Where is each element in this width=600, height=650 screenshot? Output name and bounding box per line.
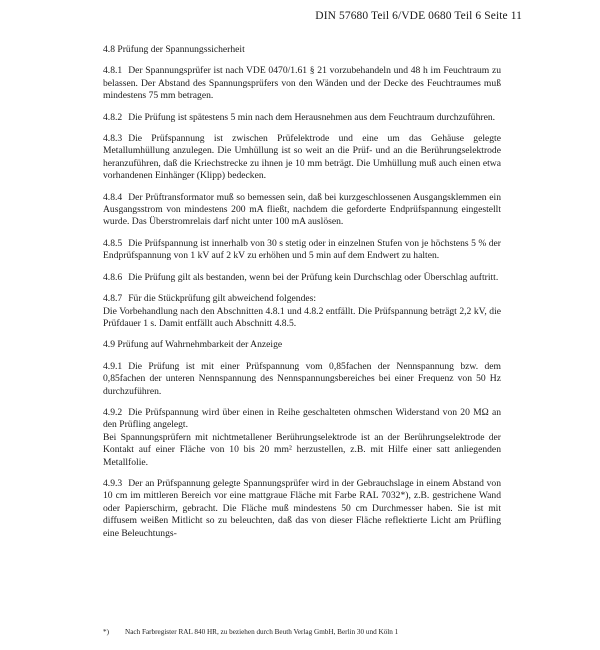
- paragraph: [103, 272, 501, 284]
- paragraph: [103, 361, 501, 398]
- paragraph: [103, 293, 501, 330]
- paragraph-text: Die Prüfung ist spätestens 5 min nach dem Herausnehmen aus dem Feuchtraum durchzuführen.: [128, 111, 496, 123]
- paragraph: [103, 133, 501, 183]
- paragraph: [103, 112, 501, 124]
- footnote: [103, 628, 523, 636]
- paragraph: [103, 65, 501, 102]
- footnote-mark: *): [103, 628, 109, 636]
- paragraph-number: 4.8.5: [103, 237, 123, 249]
- paragraph: [103, 478, 501, 540]
- paragraph-text: Die Prüfung gilt als bestanden, wenn bei der Prüfung kein Durchschlag oder Überschlag auftritt.: [128, 271, 499, 283]
- paragraph-continuation: Bei Spannungsprüfern mit nichtmetallener Berührungselektrode ist an der Berührungselektrode der Kontakt auf einer Fläche von 10 bis 20 mm² herzustellen, z.B. mit Hilfe einer satt anliegenden Metallfolie.: [103, 431, 501, 468]
- paragraph-text: Der Prüftransformator muß so bemessen sein, daß bei kurzgeschlossenen Ausgangsklemmen ein Ausgangsstrom von mindestens 200 mA fließt, nachdem die geforderte Endprüfspannung eingestellt wurde. Das Überstromrelais darf nicht unter 100 mA auslösen.: [103, 191, 501, 228]
- paragraph-text: Der an Prüfspannung gelegte Spannungsprüfer wird in der Gebrauchslage in einem Abstand von 10 cm im mittleren Bereich vor eine mattgraue Fläche mit Farbe RAL 7032*), z.B. gestrichene Wand oder Papierschirm, gebracht. Die Fläche muß mindestens 50 cm Durchmesser haben. Sie ist mit diffusem weißen Mitlicht so zu beleuchten, daß das von dieser Fläche reflektierte Licht am Prüfling eine Beleuchtungs-: [103, 477, 501, 539]
- paragraph-number: 4.9.2: [103, 406, 123, 418]
- paragraph-number: 4.8.2: [103, 111, 123, 123]
- paragraph-text: Die Prüfung ist mit einer Prüfspannung vom 0,85fachen der Nennspannung bzw. dem 0,85fachen der unteren Nennspannung des Nennspannungsbereiches bei einer Frequenz von 50 Hz durchzuführen.: [103, 360, 501, 397]
- footnote-text: Nach Farbregister RAL 840 HR, zu beziehen durch Beuth Verlag GmbH, Berlin 30 und Köln 1: [125, 628, 399, 636]
- paragraph-number: 4.9.3: [103, 477, 123, 489]
- paragraph-text: Die Prüfspannung ist zwischen Prüfelektrode und eine um das Gehäuse gelegte Metallumhüllung anzulegen. Die Umhüllung ist so weit an die Prüf- und an die Berührungselektrode heranzuführen, daß die Kriechstrecke zu ihnen je 10 mm beträgt. Die Umhüllung muß auch einen etwa vorhandenen Einhänger (Klipp) bedecken.: [103, 133, 501, 182]
- paragraph: [103, 192, 501, 229]
- paragraph-text: Die Prüfspannung ist innerhalb von 30 s stetig oder in einzelnen Stufen von je höchstens 5 % der Endprüfspannung von 1 kV auf 2 kV zu erhöhen und 5 min auf dem Endwert zu halten.: [103, 237, 501, 262]
- paragraph-number: 4.8.4: [103, 191, 123, 203]
- document-body: [103, 44, 501, 549]
- paragraph-number: 4.8.1: [103, 65, 123, 77]
- paragraph-number: 4.8.6: [103, 271, 123, 283]
- section-heading: 4.9 Prüfung auf Wahrnehmbarkeit der Anzeige: [103, 339, 283, 351]
- paragraph: [103, 407, 501, 469]
- paragraph-number: 4.8.3: [103, 133, 123, 145]
- paragraph-text: Die Prüfspannung wird über einen in Reihe geschalteten ohmschen Widerstand von 20 MΩ an den Prüfling angelegt.: [103, 406, 501, 431]
- page-header: DIN 57680 Teil 6/VDE 0680 Teil 6 Seite 11: [315, 10, 522, 22]
- paragraph-number: 4.8.7: [103, 293, 123, 305]
- paragraph-text: Für die Stückprüfung gilt abweichend folgendes:: [128, 293, 317, 305]
- paragraph-number: 4.9.1: [103, 360, 123, 372]
- paragraph: [103, 238, 501, 263]
- paragraph-text: Der Spannungsprüfer ist nach VDE 0470/1.61 § 21 vorzubehandeln und 48 h im Feuchtraum zu belassen. Der Abstand des Spannungsprüfers von den Wänden und der Decke des Feuchtraumes muß mindestens 75 mm betragen.: [103, 65, 501, 102]
- paragraph-continuation: Die Vorbehandlung nach den Abschnitten 4.8.1 und 4.8.2 entfällt. Die Prüfspannung beträgt 2,2 kV, die Prüfdauer 1 s. Damit entfällt auch Abschnitt 4.8.5.: [103, 305, 501, 329]
- section-heading: 4.8 Prüfung der Spannungssicherheit: [103, 44, 245, 55]
